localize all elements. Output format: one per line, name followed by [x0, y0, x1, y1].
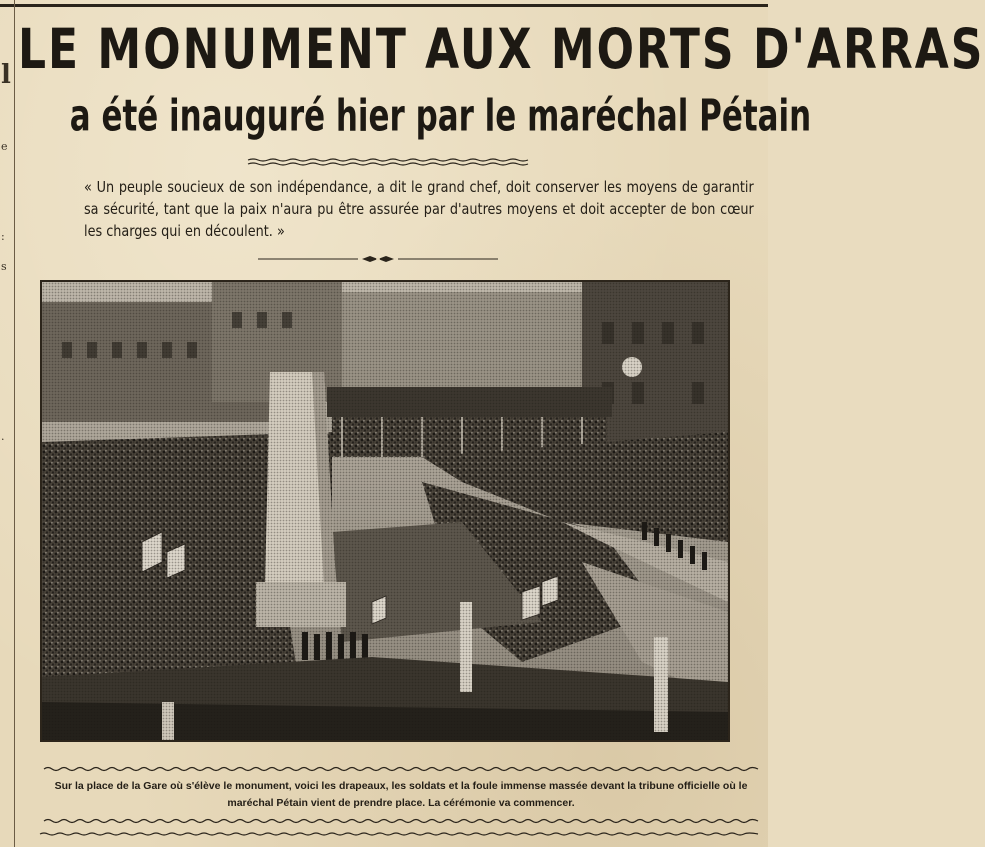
top-rule: [0, 4, 768, 7]
subheadline: a été inauguré hier par le maréchal Pétain: [69, 92, 812, 142]
quote-paragraph: « Un peuple soucieux de son indépendance, a dit le grand chef, doit conserver les moyens de garantir sa sécurité, tant que la paix n'aura pu être assurée par d'autres moyens et doit accepter de bon cœur les charges qui en découlent. »: [84, 178, 754, 240]
edge-fragment: s: [1, 260, 7, 273]
edge-fragment: .: [1, 430, 5, 443]
headline: LE MONUMENT AUX MORTS D'ARRAS: [18, 18, 985, 82]
edge-fragment: l: [1, 60, 11, 90]
adjacent-column-edge: [0, 0, 15, 847]
ornament-divider: [258, 254, 498, 264]
photo-scene: [42, 282, 728, 740]
bottom-wavy-rule: [40, 832, 758, 836]
halftone-photograph: [40, 280, 730, 742]
caption-border-top: [44, 766, 758, 772]
edge-fragment: e: [1, 140, 8, 153]
caption-border-bottom: [44, 818, 758, 824]
wavy-divider: [248, 158, 528, 166]
edge-fragment: :: [1, 230, 5, 243]
photo-caption: Sur la place de la Gare où s'élève le monument, voici les drapeaux, les soldats et la foule immense massée devant la tribune officielle où le maréchal Pétain vient de prendre place. La cérémonie va commencer.: [54, 780, 748, 809]
photo-caption-box: [44, 766, 758, 824]
